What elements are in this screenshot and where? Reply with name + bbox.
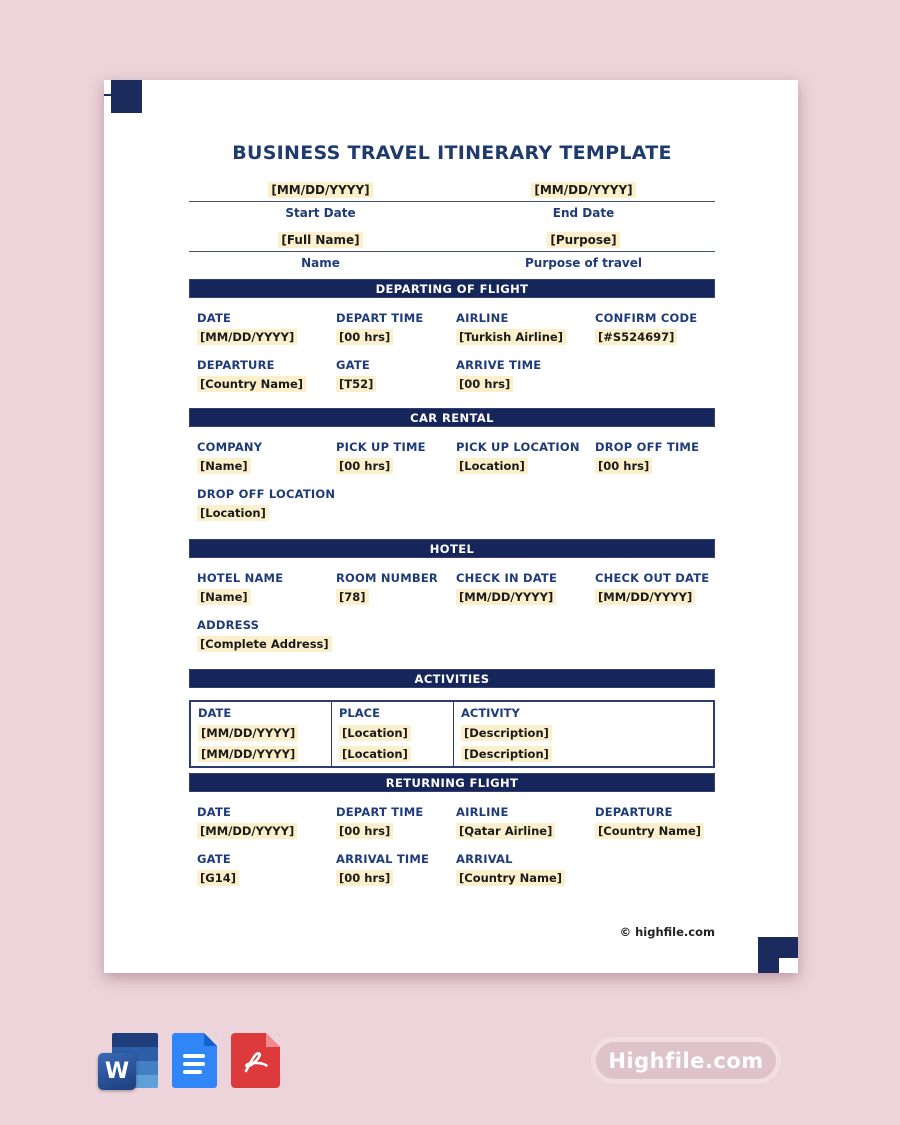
field-cell	[336, 852, 456, 886]
section-field-row	[189, 440, 715, 474]
field-value[interactable]: [Qatar Airline]	[456, 823, 555, 839]
highfile-watermark-badge	[591, 1037, 781, 1084]
field-value[interactable]: [Country Name]	[595, 823, 704, 839]
field-cell	[197, 618, 336, 652]
section-header-bar	[189, 408, 715, 427]
field-label: PICK UP LOCATION	[456, 440, 580, 454]
field-value[interactable]: [Location]	[197, 505, 269, 521]
field-label: DROP OFF LOCATION	[197, 487, 336, 501]
section-departing-of-flight	[189, 279, 715, 392]
section-field-row	[189, 618, 715, 652]
field-cell	[197, 805, 336, 839]
field-label: GATE	[197, 852, 231, 866]
field-value[interactable]: [Description]	[461, 746, 552, 762]
section-hotel	[189, 539, 715, 652]
document-page	[104, 80, 798, 973]
field-value[interactable]: [78]	[336, 589, 369, 605]
field-cell	[595, 805, 715, 839]
field-cell	[197, 440, 336, 474]
watermark-text: Highfile.com	[608, 1048, 764, 1073]
section-header-bar	[189, 773, 715, 792]
field-cell	[456, 571, 595, 605]
acrobat-icon	[239, 1044, 273, 1078]
field-value[interactable]: [Location]	[339, 746, 411, 762]
section-field-row	[189, 487, 715, 521]
field-underline	[189, 229, 715, 252]
field-label: DEPART TIME	[336, 311, 424, 325]
field-value[interactable]: [Purpose]	[547, 232, 619, 248]
corner-solid-square	[111, 80, 142, 113]
field-value[interactable]: [Location]	[339, 725, 411, 741]
section-field-row	[189, 852, 715, 886]
field-value[interactable]: [MM/DD/YYYY]	[197, 823, 297, 839]
field-cell	[197, 487, 336, 521]
field-cell	[336, 805, 456, 839]
field-value[interactable]: [Turkish Airline]	[456, 329, 566, 345]
field-value[interactable]: [00 hrs]	[456, 376, 513, 392]
field-cell	[595, 311, 715, 345]
section-returning-flight	[189, 773, 715, 886]
docs-text-line	[183, 1070, 202, 1074]
corner-outline-square	[777, 956, 798, 973]
field-label: ROOM NUMBER	[336, 571, 438, 585]
field-cell	[456, 805, 595, 839]
top-form-row	[189, 229, 715, 270]
field-value[interactable]: [Complete Address]	[197, 636, 332, 652]
copyright-text: © highfile.com	[619, 925, 715, 939]
section-header-label: CAR RENTAL	[410, 410, 494, 425]
activities-cell	[191, 721, 332, 742]
activities-cell	[191, 742, 332, 766]
field-value[interactable]: [MM/DD/YYYY]	[198, 725, 298, 741]
field-value[interactable]: [MM/DD/YYYY]	[198, 746, 298, 762]
field-label: ARRIVAL	[456, 852, 513, 866]
field-underline	[189, 179, 715, 202]
field-cell	[595, 440, 715, 474]
field-label: PICK UP TIME	[336, 440, 426, 454]
activities-cell	[454, 721, 713, 742]
section-header-bar	[189, 539, 715, 558]
field-cell	[456, 852, 595, 886]
section-header-label: RETURNING FLIGHT	[385, 775, 519, 790]
section-header-bar	[189, 669, 715, 688]
field-value[interactable]: [00 hrs]	[336, 329, 393, 345]
section-field-row	[189, 571, 715, 605]
field-label: AIRLINE	[456, 805, 509, 819]
field-cell	[456, 440, 595, 474]
field-cell	[336, 571, 456, 605]
activities-header-cell: ACTIVITY	[461, 706, 520, 720]
field-label: DATE	[197, 311, 232, 325]
field-value[interactable]: [MM/DD/YYYY]	[197, 329, 297, 345]
field-label: CONFIRM CODE	[595, 311, 698, 325]
activities-table	[189, 700, 715, 768]
word-badge: W	[98, 1053, 136, 1090]
field-value[interactable]: [MM/DD/YYYY]	[531, 182, 635, 198]
field-value-cell	[189, 229, 452, 248]
field-label: ADDRESS	[197, 618, 260, 632]
field-value[interactable]: [Location]	[456, 458, 528, 474]
field-value[interactable]: [00 hrs]	[336, 458, 393, 474]
field-value[interactable]: [Country Name]	[456, 870, 565, 886]
field-label: COMPANY	[197, 440, 263, 454]
field-cell	[197, 571, 336, 605]
field-value[interactable]: [00 hrs]	[336, 823, 393, 839]
field-label: HOTEL NAME	[197, 571, 284, 585]
field-label: ARRIVE TIME	[456, 358, 542, 372]
activities-header-cell: DATE	[191, 702, 332, 721]
field-value-cell	[189, 179, 452, 198]
field-value[interactable]: [00 hrs]	[595, 458, 652, 474]
field-label: DROP OFF TIME	[595, 440, 700, 454]
field-value[interactable]: [00 hrs]	[336, 870, 393, 886]
field-cell	[336, 358, 456, 392]
field-value[interactable]: [MM/DD/YYYY]	[268, 182, 372, 198]
field-label: Name	[301, 256, 340, 270]
field-label: DEPARTURE	[197, 358, 275, 372]
field-value-cell	[452, 229, 715, 248]
section-activities	[189, 669, 715, 768]
activities-cell	[454, 742, 713, 766]
field-label: GATE	[336, 358, 370, 372]
field-value[interactable]: [Country Name]	[197, 376, 306, 392]
field-label: Start Date	[285, 206, 356, 220]
field-label-row	[189, 206, 715, 220]
section-field-row	[189, 311, 715, 345]
field-value[interactable]: [Full Name]	[278, 232, 362, 248]
activities-header-cell: PLACE	[332, 702, 454, 721]
field-label: End Date	[552, 206, 615, 220]
field-value[interactable]: [MM/DD/YYYY]	[456, 589, 556, 605]
field-value-cell	[452, 179, 715, 198]
field-label: DEPART TIME	[336, 805, 424, 819]
field-label-row	[189, 256, 715, 270]
section-header-label: ACTIVITIES	[414, 671, 490, 686]
field-label: CHECK IN DATE	[456, 571, 558, 585]
field-cell	[336, 311, 456, 345]
activities-cell	[332, 742, 454, 766]
google-docs-download-icon[interactable]	[172, 1033, 217, 1088]
docs-text-line	[183, 1062, 205, 1066]
field-cell	[595, 571, 715, 605]
activities-cell	[332, 721, 454, 742]
field-cell	[197, 358, 336, 392]
field-label: ARRIVAL TIME	[336, 852, 430, 866]
section-header-label: DEPARTING OF FLIGHT	[375, 281, 529, 296]
document-title: BUSINESS TRAVEL ITINERARY TEMPLATE	[232, 142, 672, 164]
section-header-bar	[189, 279, 715, 298]
field-cell	[456, 358, 595, 392]
docs-text-line	[183, 1054, 205, 1058]
word-download-icon[interactable]	[98, 1032, 160, 1094]
field-cell	[456, 311, 595, 345]
field-value[interactable]: [Description]	[461, 725, 552, 741]
field-label: Purpose of travel	[524, 256, 643, 270]
field-value[interactable]: [Name]	[197, 458, 251, 474]
field-label: DATE	[197, 805, 232, 819]
field-value[interactable]: [Name]	[197, 589, 251, 605]
field-label: CHECK OUT DATE	[595, 571, 710, 585]
field-cell	[336, 440, 456, 474]
section-header-label: HOTEL	[429, 541, 475, 556]
section-field-row	[189, 805, 715, 839]
section-car-rental	[189, 408, 715, 521]
pdf-download-icon[interactable]	[231, 1033, 280, 1088]
field-label: AIRLINE	[456, 311, 509, 325]
field-cell	[197, 311, 336, 345]
field-cell	[197, 852, 336, 886]
download-options	[0, 1025, 340, 1100]
field-value[interactable]: [T52]	[336, 376, 376, 392]
top-form-row	[189, 179, 715, 220]
field-label: DEPARTURE	[595, 805, 673, 819]
field-value[interactable]: [MM/DD/YYYY]	[595, 589, 695, 605]
field-value[interactable]: [G14]	[197, 870, 239, 886]
section-field-row	[189, 358, 715, 392]
field-value[interactable]: [#S524697]	[595, 329, 677, 345]
